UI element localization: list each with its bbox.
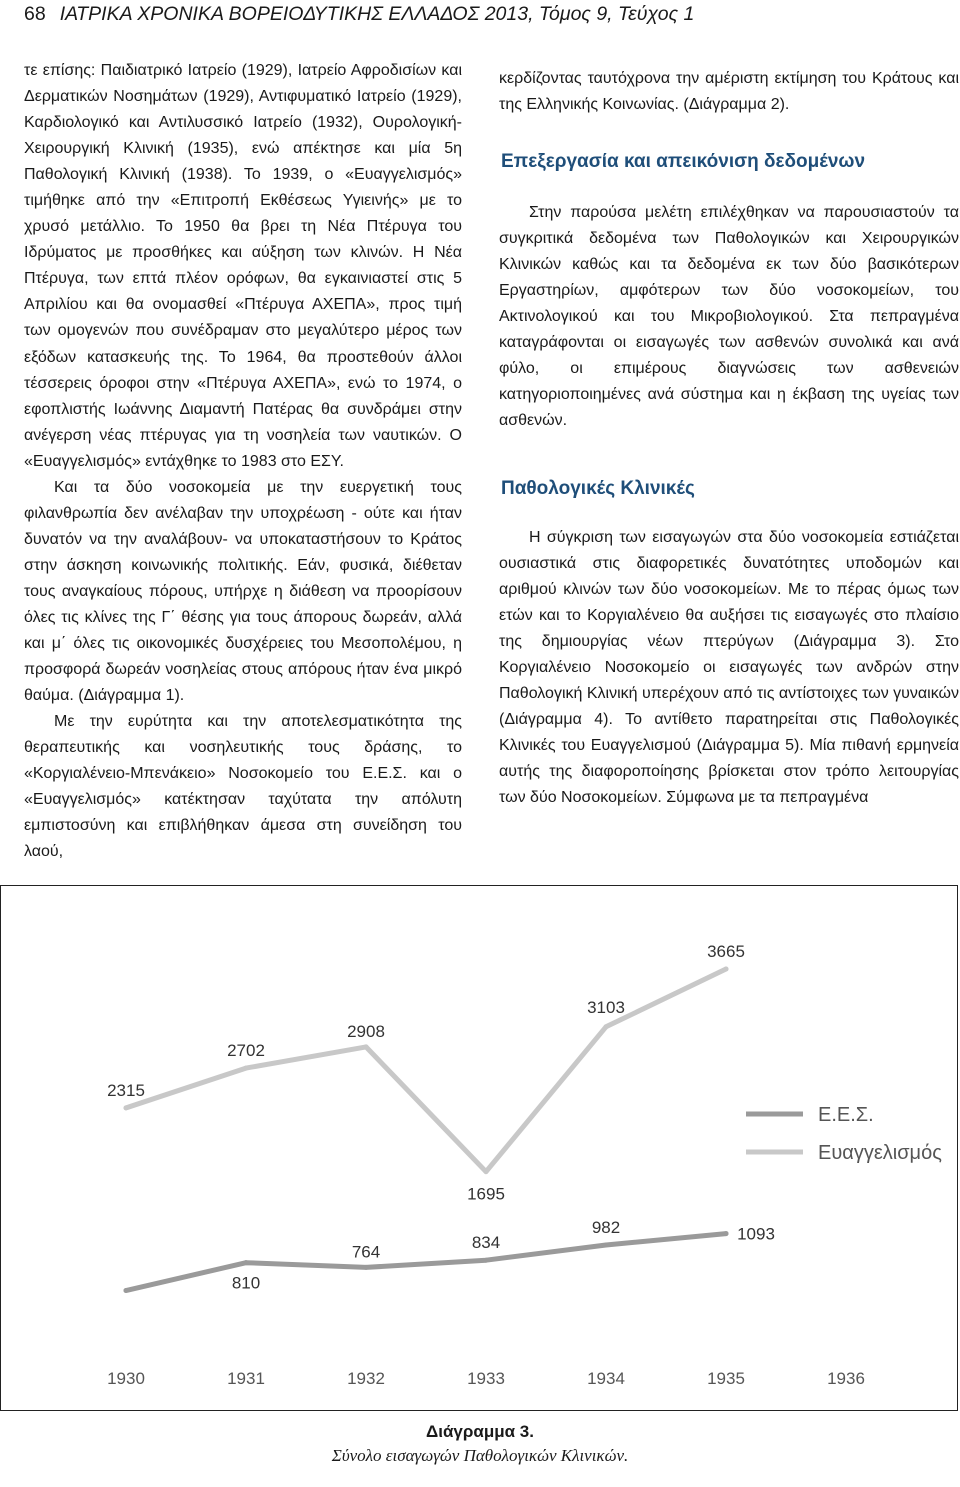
- section-title-pathology-clinics: Παθολογικές Κλινικές: [501, 477, 695, 499]
- data-point-evangelismos-1934: [604, 1024, 609, 1029]
- data-point-evangelismos-1930: [124, 1105, 129, 1110]
- right-paragraph-3: Η σύγκριση των εισαγωγών στα δύο νοσοκομεία εστιάζεται ουσιαστικά στις διαφορετικές δυνατότητες υποδομών και αριθμού κλινών των δύο νοσοκομείων. Με το πέρας όμως των ετών και το Κοργιαλένειο θα αυξήσει τις εισαγωγές στο πλαίσιο της δημιουργίας νέων πτερύγων (Διάγραμμα 3). Στο Κοργιαλένειο Νοσοκομείο οι εισαγωγές των ανδρών στην Παθολογική Κλινική υπερέχουν από τις αντίστοιχες των γυναικών (Διάγραμμα 4). Το αντίθετο παρατηρείται στις Παθολογικές Κλινικές του Ευαγγελισμού (Διάγραμμα 5). Μία πιθανή ερμηνεία αυτής της διαφοροποίησης βρίσκεται στον τρόπο λειτουργίας των δύο Νοσοκομείων. Σύμφωνα με τα πεπραγμένα: [499, 528, 959, 806]
- data-point-ees-1934: [604, 1242, 609, 1247]
- data-point-ees-1932: [364, 1265, 369, 1270]
- left-column: [24, 58, 462, 865]
- x-tick-label-1930: 1930: [107, 1369, 145, 1388]
- page-number: 68: [24, 3, 46, 25]
- series-line-ees: [126, 1234, 726, 1291]
- left-paragraph-2: Και τα δύο νοσοκομεία με την ευεργετική τους φιλανθρωπία δεν ανέλαβαν την υποχρέωση - ούτε και ήταν δυνατόν να την αναλάβουν- να υποκαταστήσουν το Κράτος στην άσκηση κοινωνικής πολιτικής. Εάν, φυσικά, διέθεταν τους αναγκαίους πόρους, υπήρχε η διάθεση να προορίσουν όλες τις κλίνες της Γ΄ θέσης για τους άπορους δωρεάν, αλλά και μ΄ όλες τις οικονομικές δυσχέρειες του Μεσοπολέμου, η προσφορά δωρεάν νοσηλείας στους απόρους ήταν ένα μικρό θαύμα. (Διάγραμμα 1).: [24, 478, 462, 705]
- admissions-line-chart: [1, 886, 959, 1412]
- data-label-ees-1932: 764: [351, 1242, 381, 1262]
- data-label-evangelismos-1932: 2908: [347, 1021, 385, 1041]
- data-label-evangelismos-1931: 2702: [227, 1041, 265, 1061]
- data-point-ees-1931: [244, 1260, 249, 1265]
- legend-label-evangelismos: Ευαγγελισμός: [818, 1142, 942, 1164]
- x-tick-label-1936: 1936: [827, 1369, 865, 1388]
- data-label-evangelismos-1934: 3103: [587, 997, 625, 1017]
- x-tick-label-1934: 1934: [587, 1369, 625, 1388]
- x-tick-label-1931: 1931: [227, 1369, 265, 1388]
- x-tick-label-1932: 1932: [347, 1369, 385, 1388]
- right-column: [499, 66, 959, 811]
- x-tick-label-1935: 1935: [707, 1369, 745, 1388]
- legend-label-ees: Ε.Ε.Σ.: [818, 1104, 874, 1126]
- data-point-evangelismos-1931: [244, 1066, 249, 1071]
- x-tick-label-1933: 1933: [467, 1369, 505, 1388]
- data-point-ees-1935: [724, 1231, 729, 1236]
- data-label-evangelismos-1935: 3665: [707, 942, 745, 962]
- left-paragraph-3: Με την ευρύτητα και την αποτελεσματικότητα της θεραπευτικής και νοσηλευτικής τους δράσης, το «Κοργιαλένειο-Μπενάκειο» Νοσοκομείο του Ε.Ε.Σ. και ο «Ευαγγελισμός» κατέκτησαν ταχύτατα την απόλυτη εμπιστοσύνη και επιβλήθηκαν άμεσα στη συνείδηση του λαού,: [24, 713, 462, 861]
- data-label-ees-1933: 834: [471, 1233, 501, 1253]
- chart-frame: [0, 885, 958, 1411]
- running-header: [24, 0, 944, 33]
- data-label-evangelismos-1930: 2315: [107, 1080, 145, 1100]
- right-paragraph-1: κερδίζοντας ταυτόχρονα την αμέριστη εκτίμηση του Κράτους και της Ελληνικής Κοινωνίας. (Διάγραμμα 2).: [499, 70, 959, 114]
- data-point-evangelismos-1933: [484, 1169, 489, 1174]
- journal-title: ΙΑΤΡΙΚΑ ΧΡΟΝΙΚΑ ΒΟΡΕΙΟΔΥΤΙΚΗΣ ΕΛΛΑΔΟΣ 2013, Τόμος 9, Τεύχος 1: [59, 3, 695, 25]
- data-point-ees-1930: [124, 1288, 129, 1293]
- data-label-ees-1934: 982: [591, 1217, 621, 1237]
- left-paragraph-1: τε επίσης: Παιδιατρικό Ιατρείο (1929), Ιατρείο Αφροδισίων και Δερματικών Νοσημάτων (1929), Αντιφυματικό Ιατρείο (1929), Καρδιολογικό και Αντιλυσσικό Ιατρείο (1932), Ουρολογική-Χειρουργική Κλινική (1935), ενώ απέκτησε και μία 5η Παθολογική Κλινική (1938). Το 1939, ο «Ευαγγελισμός» τιμήθηκε από την «Επιτροπή Εκθέσεως Υγιεινής» με το χρυσό μετάλλιο. Το 1950 θα βρει τη Νέα Πτέρυγα του Ιδρύματος με προσθήκες και αύξηση των κλινών. Η Νέα Πτέρυγα, των επτά πλέον ορόφων, θα εγκαινιαστεί στις 5 Απριλίου και θα ονομασθεί «Πτέρυγα ΑΧΕΠΑ», προς τιμή των ομογενών που συνέδραμαν στο μεγαλύτερο μέρος των εξόδων κατασκευής της. Το 1964, θα προστεθούν άλλοι τέσσερεις όροφοι στην «Πτέρυγα ΑΧΕΠΑ», ενώ το 1974, ο εφοπλιστής Ιωάννης Διαμαντή Πατέρας θα συνδράμει στην ανέγερση νέας πτέρυγας για τη νοσηλεία των ναυτικών. Ο «Ευαγγελισμός» εντάχθηκε το 1983 στο ΕΣΥ.: [24, 62, 462, 470]
- data-label-ees-1931: 810: [231, 1273, 261, 1293]
- data-label-ees-1935: 1093: [737, 1224, 775, 1244]
- figure-caption-title: Διάγραμμα 3.: [426, 1422, 534, 1441]
- data-point-evangelismos-1935: [724, 967, 729, 972]
- series-line-evangelismos: [126, 969, 726, 1172]
- data-point-evangelismos-1932: [364, 1044, 369, 1049]
- section-title-data-processing: Επεξεργασία και απεικόνιση δεδομένων: [501, 151, 866, 173]
- data-label-evangelismos-1933: 1695: [467, 1184, 505, 1204]
- figure-caption-subtitle: Σύνολο εισαγωγών Παθολογικών Κλινικών.: [331, 1446, 629, 1465]
- right-paragraph-2: Στην παρούσα μελέτη επιλέχθηκαν να παρουσιαστούν τα συγκριτικά δεδομένα των Παθολογικών και Χειρουργικών Κλινικών καθώς και τα δεδομένα εκ των δύο βασικότερων Εργαστηρίων, αμφότερων των δύο νοσοκομείων, του Ακτινολογικού και του Μικροβιολογικού. Στα πεπραγμένα καταγράφονται οι εισαγωγές των ασθενών συνολικά και ανά φύλο, οι επιμέρους διαγνώσεις των ασθενειών κατηγοριοποιημένες ανά σύστημα και η έκβαση της υγείας των ασθενών.: [499, 204, 959, 430]
- data-point-ees-1933: [484, 1258, 489, 1263]
